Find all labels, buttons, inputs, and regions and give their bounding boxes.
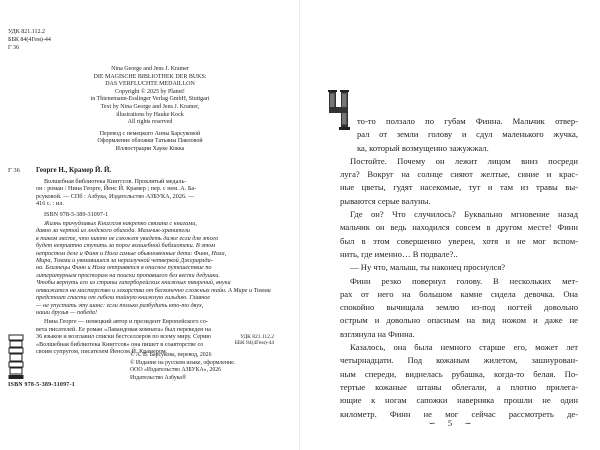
- text-line: рываются серые валуны.: [340, 195, 431, 206]
- copyright-line: © А. В. Барсукова, перевод, 2026: [130, 352, 212, 358]
- text-line: ка, который возмущенно зажужжал.: [357, 142, 489, 153]
- bbk-line: ББК 84(4Гем)-44: [8, 37, 51, 43]
- text-line: мальчик он ведь находился совсем в другом месте! Финн: [340, 222, 578, 233]
- annotation-line: непростом деле и Финн и Нола самые обыкновенные дети: Финн, Нола,: [36, 249, 227, 257]
- text-line: спокойно вычищала землю из-под ногтей довольно: [340, 302, 578, 313]
- bbk-code: ББК 84(4Гем)-44: [234, 340, 274, 347]
- annotation-line: литературным просторам на поиски пропавшего без вести дедушки.: [36, 271, 220, 279]
- imprint-line: DIE MAGISCHE BIBLIOTHEK DER BUKS:: [93, 73, 207, 80]
- bio-line: 36 языков и возглавил списки бестселлеров по всему миру. Серию: [36, 333, 211, 341]
- annotation-line: — не упустить эту шанс: если только разбудить кто-то двух,: [36, 301, 204, 309]
- annotation-line: Мира, Томми и увязавшиеся за неразлучной четверкой Джерарлди-: [36, 257, 213, 265]
- imprint-line: All rights reserved: [127, 119, 173, 126]
- annotation-line: Чтобы вернуть его из страны гиперборейских книжных творений, внуки: [36, 279, 231, 287]
- text-line: был в этом совершенно уверен, хотя и не мог вспом-: [340, 235, 578, 246]
- catalog-index: Г 36: [8, 167, 20, 174]
- annotation-line: наши друзья — победа!: [36, 308, 98, 316]
- copyright-line: ООО «Издательство АЗБУКА», 2026: [130, 367, 222, 374]
- body-text: [340, 115, 578, 421]
- text-line: Постойте. Почему он лежит лицом вниз посреди: [350, 155, 578, 166]
- text-line: ные цветы, гудят насекомые, тут и там из травы вы-: [340, 182, 578, 193]
- annotation-line: давно за чертой из людского обихода. Мальчик-хранители: [36, 227, 190, 235]
- text-line: Финн резко повернул голову. В нескольких мет-: [350, 275, 578, 286]
- text-line: ным спереди, виднелась рубашка, когда-то белая. По-: [340, 368, 578, 379]
- annotation-line: предстоит спасти от гибели тайную книжную гильдию. Главное: [36, 294, 211, 302]
- imprint-line: DAS VERFLUCHTE MEDAILLON: [105, 81, 195, 88]
- imprint-line: illustrations by Hauke Kock: [116, 111, 184, 118]
- text-line: острым и довольно опасным на вид ножом и даже не: [340, 315, 578, 326]
- text-line: рал от земли голову и сдул маленького жучка,: [357, 129, 578, 140]
- copyright-line: Издательство Азбука®: [130, 374, 187, 381]
- imprint-line: Перевод с немецкого Анны Барсуковой: [99, 130, 201, 137]
- imprint-line: in Thienemann-Esslinger Verlag GmbH, Stuttgart: [90, 96, 210, 103]
- annotation-line: в таком месте, что никто не сможет увидеть даже если для этого: [36, 234, 219, 242]
- isbn-imprint: ISBN 978-5-389-31097-1: [8, 382, 75, 388]
- copyright-line: © Издание на русском языке, оформление.: [130, 359, 236, 366]
- udk-code: УДК 821.112.2: [240, 334, 274, 340]
- text-line: тертые кожаные штаны облегали, а плотно прилега-: [340, 381, 578, 392]
- text-line: взглянула на Финна.: [340, 328, 415, 339]
- bio-line: своим супругом, писателем Йенсом Й. Крамером.: [36, 347, 168, 355]
- catalog-record: [36, 178, 274, 355]
- catalog-line: он : роман / Нина Георге, Йенс Й. Крамер ; пер. с нем. А. Ба-: [36, 185, 197, 193]
- udk-block: [8, 28, 51, 52]
- catalog-annotation: [36, 220, 274, 316]
- annotation-line: на. Близнецы Финн и Нола отправятся в опасное путешествие по: [36, 264, 212, 272]
- imprint-line: Nina George and Jens J. Kramer: [111, 66, 189, 72]
- text-line: то-то ползало по губам Финна. Мальчик отвер-: [357, 116, 578, 126]
- bio-line: Нина Георге — немецкий автор и президент Европейского со-: [44, 318, 208, 326]
- text-line: Казалось, она была немного старше его, может лет: [350, 342, 578, 353]
- page-number: 5: [447, 418, 453, 428]
- text-line: ющие к ногам сапожки наверняка прошли не один: [340, 395, 578, 406]
- imprint-line: Иллюстрации Хауке Кокка: [115, 145, 185, 152]
- text-line: — Ну что, малыш, ты наконец проснулся?: [350, 262, 506, 273]
- catalog-line: 416 с. : ил.: [36, 200, 64, 208]
- copyright-block: [130, 352, 280, 382]
- folio-ornament-left: ∽: [428, 418, 436, 428]
- text-line: луга? Вокруг на солнце сияют желтые, синие и крас-: [340, 169, 578, 180]
- text-line: километр. Финн не мог сейчас рассмотреть де-: [340, 408, 578, 419]
- imprint-line: Copyright © 2025 by Planet!: [115, 88, 185, 95]
- annotation-line: будет неприятно ступить за порог волшебной библиотеки. В этом: [36, 242, 216, 250]
- text-line: рах от него на большом камне сидела девочка. Она: [340, 288, 578, 299]
- folio-ornament-right: ∼: [464, 418, 472, 428]
- text-line: четырнадцати. Под кожаным жилетом, зашнурован-: [340, 355, 578, 366]
- author-mark-line: Г 36: [8, 45, 19, 51]
- text-line: Где он? Что случилось? Буквально мгновение назад: [350, 209, 578, 220]
- annotation-line: отважатся на мастерство и лекарства от бесконечно сложных тайн. А Мире и Томми: [36, 286, 271, 294]
- udk-line: УДК 821.112.2: [8, 29, 46, 35]
- catalog-isbn: ISBN 978-5-389-31097-1: [44, 210, 109, 218]
- bookstack-emblem-icon: [8, 334, 24, 380]
- catalog-author: Георге Н., Крамер Й. Й.: [36, 166, 112, 174]
- catalog-line: Волшебная библиотека Книггсов. Проклятый медаль-: [44, 178, 187, 185]
- page-number-block: [300, 418, 600, 429]
- right-page: [300, 0, 600, 450]
- imprint-line: Text by Nina George and Jens J. Kramer,: [100, 103, 200, 110]
- text-line: нить, где именно… В подвале?..: [340, 248, 458, 259]
- bio-line: вета писателей. Ее роман «Лавандовая комната» был переведен на: [36, 325, 212, 333]
- bio-line: «Волшебная библиотека Книггсов» она пишет в соавторстве со: [36, 340, 204, 348]
- annotation-line: Жизнь причудливых Книггсов накрепко связана с книгами,: [44, 220, 197, 228]
- imprint-block: [60, 66, 240, 154]
- imprint-line: Оформление обложки Татьяны Павловой: [97, 138, 203, 145]
- catalog-line: рсуковой. — СПб : Азбука, Издательство АЗБУКА, 2026. —: [36, 192, 195, 200]
- classification-codes: [190, 334, 274, 347]
